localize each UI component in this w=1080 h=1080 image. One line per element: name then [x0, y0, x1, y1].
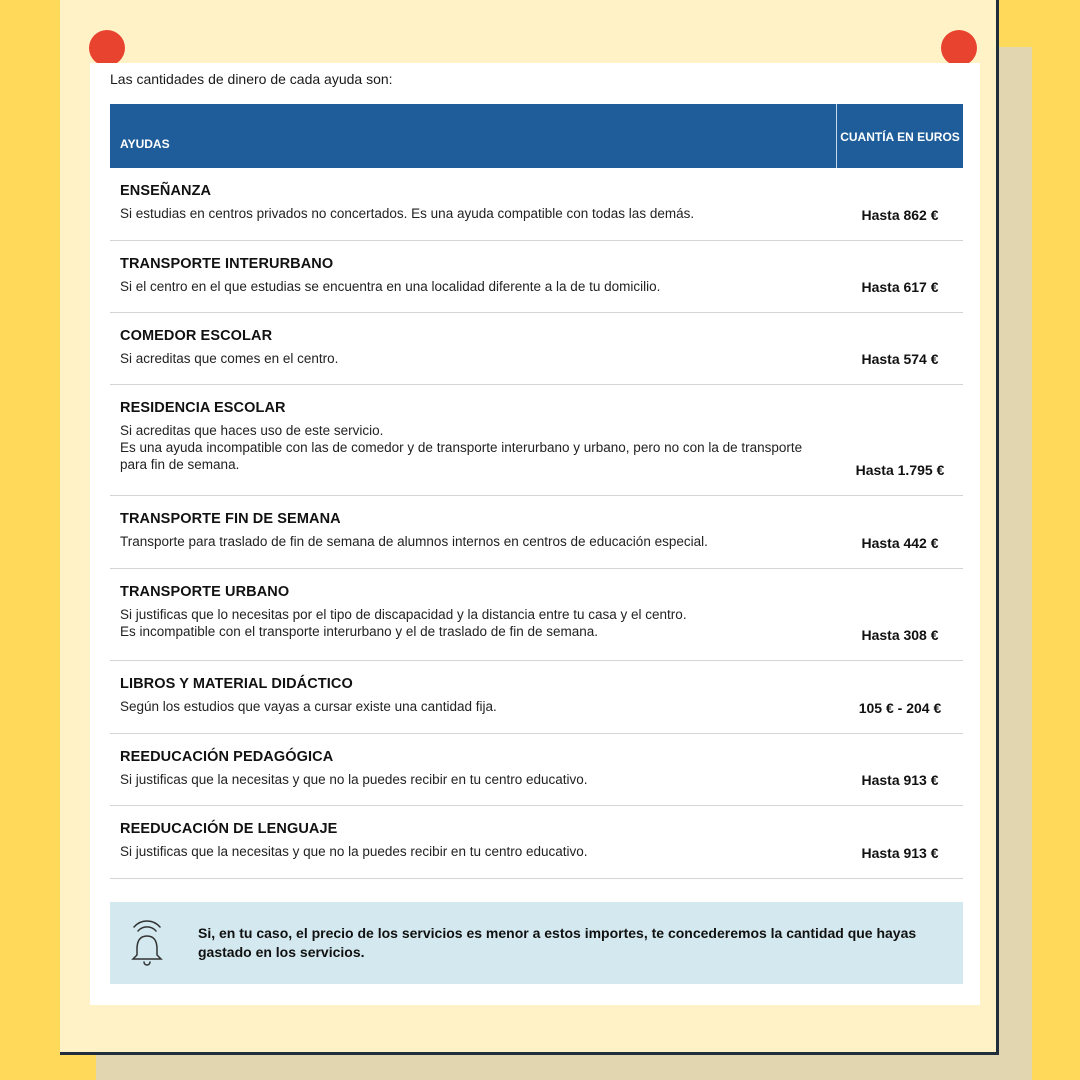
row-description: Si justificas que la necesitas y que no la puedes recibir en tu centro educativo. [120, 844, 588, 859]
table-header [110, 104, 963, 168]
content-panel [90, 63, 980, 1005]
table-row [110, 806, 963, 879]
table-row [110, 661, 963, 734]
pin-left [89, 30, 125, 66]
ayudas-table [110, 104, 963, 879]
row-amount: Hasta 1.795 € [855, 462, 945, 478]
row-title: COMEDOR ESCOLAR [120, 328, 273, 344]
table-row [110, 168, 963, 241]
row-main [110, 661, 837, 733]
row-main [110, 806, 837, 878]
header-cuantia: CUANTÍA EN EUROS [840, 129, 960, 144]
row-main [110, 734, 837, 805]
table-row [110, 241, 963, 313]
table-row [110, 385, 963, 496]
notice-text: Si, en tu caso, el precio de los servicios es menor a estos importes, te concederemos la cantidad que hayas gastado en los servicios. [198, 925, 917, 960]
row-description: Si acreditas que haces uso de este servicio. Es una ayuda incompatible con las de comedor y de transporte interurbano y urbano, pero no con la de transporte para fin de semana. [120, 423, 803, 472]
row-amount: Hasta 617 € [861, 279, 939, 295]
row-main [110, 385, 837, 495]
row-title: REEDUCACIÓN DE LENGUAJE [120, 821, 338, 837]
row-title: TRANSPORTE INTERURBANO [120, 256, 334, 272]
row-amount: Hasta 913 € [861, 772, 939, 788]
row-amount: Hasta 308 € [861, 627, 939, 643]
row-description: Si el centro en el que estudias se encuentra en una localidad diferente a la de tu domicilio. [120, 279, 661, 294]
info-notice [110, 902, 963, 984]
table-row [110, 496, 963, 569]
row-title: TRANSPORTE FIN DE SEMANA [120, 511, 341, 527]
row-amount: Hasta 862 € [861, 207, 939, 223]
row-amount: Hasta 913 € [861, 845, 939, 861]
row-main [110, 496, 837, 568]
row-title: TRANSPORTE URBANO [120, 584, 290, 600]
header-ayudas: AYUDAS [110, 104, 837, 168]
row-amount: Hasta 574 € [861, 351, 939, 367]
row-title: RESIDENCIA ESCOLAR [120, 400, 286, 416]
row-description: Según los estudios que vayas a cursar existe una cantidad fija. [120, 699, 497, 714]
row-title: REEDUCACIÓN PEDAGÓGICA [120, 749, 334, 765]
pin-right [941, 30, 977, 66]
row-title: LIBROS Y MATERIAL DIDÁCTICO [120, 676, 353, 692]
row-title: ENSEÑANZA [120, 183, 212, 199]
intro-text: Las cantidades de dinero de cada ayuda son: [110, 71, 393, 87]
table-row [110, 313, 963, 385]
row-description: Transporte para traslado de fin de semana de alumnos internos en centros de educación especial. [120, 534, 708, 549]
table-row [110, 569, 963, 661]
row-amount: Hasta 442 € [861, 535, 939, 551]
row-amount: 105 € - 204 € [858, 700, 942, 716]
row-main [110, 569, 837, 660]
row-main [110, 313, 837, 384]
bell-ringing-icon [124, 918, 170, 968]
row-description: Si estudias en centros privados no concertados. Es una ayuda compatible con todas las demás. [120, 206, 695, 221]
row-main [110, 168, 837, 240]
row-description: Si acreditas que comes en el centro. [120, 351, 339, 366]
row-main [110, 241, 837, 312]
row-description: Si justificas que lo necesitas por el tipo de discapacidad y la distancia entre tu casa y el centro. Es incompatible con el transporte interurbano y el de traslado de fin de semana. [120, 607, 687, 639]
table-row [110, 734, 963, 806]
row-description: Si justificas que la necesitas y que no la puedes recibir en tu centro educativo. [120, 772, 588, 787]
